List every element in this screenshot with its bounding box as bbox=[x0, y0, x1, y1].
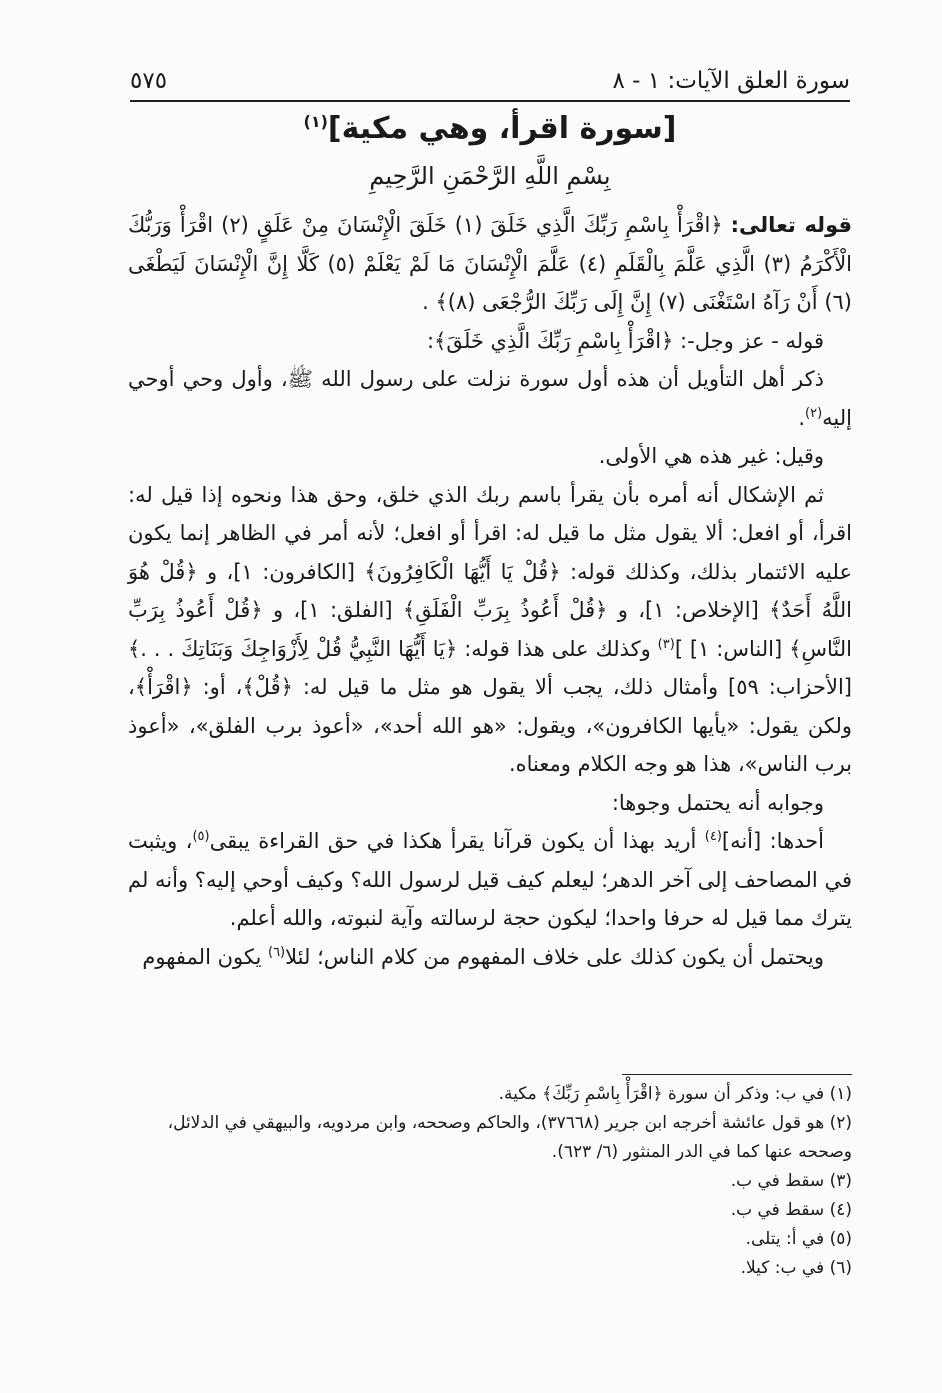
verses-text: ﴿اقْرَأْ بِاسْمِ رَبِّكَ الَّذِي خَلَقَ (١) خَلَقَ الْإِنْسَانَ مِنْ عَلَقٍ (٢) اقْرَأْ وَرَبُّكَ الْأَكْرَمُ (٣) الَّذِي عَلَّمَ بِالْقَلَمِ (٤) عَلَّمَ الْإِنْسَانَ مَا لَمْ يَعْلَمْ (٥) كَلَّا إِنَّ الْإِنْسَانَ لَيَطْغَى (٦) أَنْ رَآهُ اسْتَغْنَى (٧) إِنَّ إِلَى رَبِّكَ الرُّجْعَى (٨)﴾ . bbox=[128, 213, 853, 314]
footnote: (٦) في ب: كيلا. bbox=[740, 1258, 852, 1278]
surah-title-text: [سورة اقرأ، وهي مكية] bbox=[327, 111, 677, 146]
paragraph-text: ويحتمل أن يكون كذلك على خلاف المفهوم من كلام الناس؛ لئلا bbox=[285, 944, 824, 969]
footnote: (٢) هو قول عائشة أخرجه ابن جرير (٣٧٦٦٨)، والحاكم وصححه، وابن مردويه، والبيهقي في الدلائل، وصححه عنها كما في الدر المنثور (٦/ ٦٢٣). bbox=[167, 1113, 852, 1162]
paragraph-text: . bbox=[798, 405, 806, 430]
header-title: سورة العلق الآيات: ١ - ٨ bbox=[612, 68, 850, 94]
footnote: (٥) في أ: يتلى. bbox=[745, 1229, 852, 1249]
paragraph-text: ذكر أهل التأويل أن هذه أول سورة نزلت على رسول الله ﷺ، وأول وحي أوحي إليه bbox=[128, 367, 852, 430]
basmala: بِسْمِ اللَّهِ الرَّحْمَنِ الرَّحِيمِ bbox=[369, 162, 611, 190]
footnote-marker: (٢) bbox=[805, 405, 823, 421]
footnote-marker: (١) bbox=[303, 112, 328, 131]
paragraph-text: ثم الإشكال أنه أمره بأن يقرأ باسم ربك الذي خلق، وحق هذا ونحوه إذا قيل له: اقرأ، أو افعل: ألا يقول مثل ما قيل له: اقرأ أو افعل؛ لأنه أمر في الظاهر إنما يكون عليه الائتمار بذلك، وكذلك قوله: ﴿قُلْ يَا أَيُّهَا الْكَافِرُونَ﴾ [الكافرون: ١]، و ﴿قُلْ هُوَ اللَّهُ أَحَدٌ﴾ [الإخلاص: ١]، و ﴿قُلْ أَعُوذُ بِرَبِّ الْفَلَقِ﴾ [الفلق: ١]، و ﴿قُلْ أَعُوذُ بِرَبِّ النَّاسِ﴾ [الناس: ١] ] bbox=[128, 482, 853, 661]
paragraph bbox=[128, 322, 852, 361]
paragraph bbox=[128, 784, 852, 823]
surah-title bbox=[128, 106, 852, 152]
verses-block bbox=[128, 206, 852, 322]
verses-label: قوله تعالى: bbox=[730, 213, 852, 237]
paragraph bbox=[128, 938, 852, 977]
paragraph-text: وقيل: غير هذه هي الأولى. bbox=[598, 444, 824, 468]
footnote: (٤) سقط في ب. bbox=[730, 1200, 852, 1220]
main-text bbox=[128, 104, 852, 976]
paragraph bbox=[128, 822, 852, 938]
footnote: (٣) سقط في ب. bbox=[730, 1171, 852, 1191]
paragraph-text: وجوابه أنه يحتمل وجوها: bbox=[611, 790, 824, 815]
paragraph bbox=[128, 437, 852, 476]
footnote: (١) في ب: وذكر أن سورة ﴿اقْرَأْ بِاسْمِ رَبِّكَ﴾ مكية. bbox=[498, 1084, 852, 1104]
paragraph bbox=[128, 476, 852, 784]
paragraph bbox=[128, 360, 852, 437]
footnote-divider bbox=[622, 1074, 852, 1075]
running-header bbox=[130, 58, 850, 102]
footnote-marker: (٤) bbox=[704, 829, 722, 844]
paragraph-text: يكون المفهوم bbox=[142, 944, 268, 969]
footnote-marker: (٥) bbox=[192, 829, 210, 844]
paragraph-text: ، ويثبت في المصاحف إلى آخر الدهر؛ ليعلم كيف قيل لرسول الله؟ وكيف أوحي إليه؟ وأنه لم يترك مما قيل له حرفا واحدا؛ ليكون حجة لرسالته وآية لنبوته، والله أعلم. bbox=[128, 829, 852, 930]
page-number: ٥٧٥ bbox=[130, 68, 168, 94]
footnote-marker: (٦) bbox=[267, 944, 286, 960]
footnote-marker: (٣) bbox=[657, 636, 675, 652]
paragraph-text: أريد بهذا أن يكون قرآنا يقرأ هكذا في حق القراءة يبقى bbox=[209, 829, 705, 853]
paragraph-text: أحدها: [أنه] bbox=[721, 829, 824, 853]
paragraph-text: قوله - عز وجل-: ﴿اقْرَأْ بِاسْمِ رَبِّكَ الَّذِي خَلَقَ﴾: bbox=[427, 328, 824, 353]
paragraph-text: وكذلك على هذا قوله: ﴿يَا أَيُّهَا النَّبِيُّ قُلْ لِأَزْوَاجِكَ وَبَنَاتِكَ . . .﴾ [الأحزاب: ٥٩] وأمثال ذلك، يجب ألا يقول هو مثل ما قيل له: ﴿قُلْ﴾، أو: ﴿اقْرَأْ﴾، ولكن يقول: «يأيها الكافرون»، ويقول: «هو الله أحد»، «أعوذ برب الفلق»، «أعوذ برب الناس»، هذا هو وجه الكلام ومعناه. bbox=[128, 636, 852, 776]
footnotes bbox=[128, 1080, 852, 1283]
